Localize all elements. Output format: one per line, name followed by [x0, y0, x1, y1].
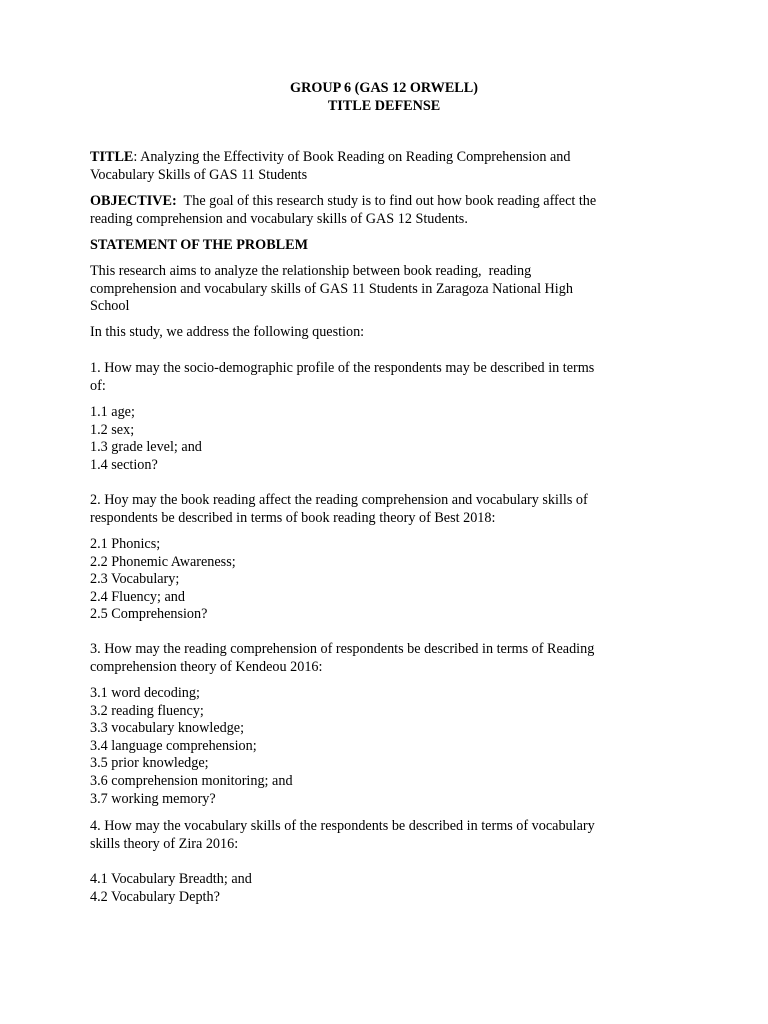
statement-intro	[90, 324, 690, 342]
question-1	[90, 360, 690, 395]
list-item: 1.1 age;	[90, 404, 135, 420]
question-3-line-1: 3. How may the reading comprehension of respondents be described in terms of Reading	[90, 641, 595, 657]
question-3-line-2: comprehension theory of Kendeou 2016:	[90, 658, 323, 675]
statement-line-3: School	[90, 298, 130, 315]
title-text-2: Vocabulary Skills of GAS 11 Students	[90, 166, 308, 183]
list-item: 4.1 Vocabulary Breadth; and	[90, 871, 252, 887]
title-defense-heading: TITLE DEFENSE	[327, 97, 441, 114]
list-item: 3.1 word decoding;	[90, 685, 200, 701]
list-item: 1.4 section?	[90, 456, 158, 473]
objective-section	[90, 193, 690, 228]
list-item: 2.5 Comprehension?	[90, 606, 208, 623]
list-item: 3.2 reading fluency;	[90, 702, 204, 719]
statement-line-1: This research aims to analyze the relationship between book reading, reading	[90, 263, 532, 279]
question-2	[90, 492, 690, 527]
statement-heading-text: STATEMENT OF THE PROBLEM	[90, 237, 308, 253]
statement-heading	[90, 237, 690, 255]
title-line-1	[90, 149, 690, 167]
question-2-line-1: 2. Hoy may the book reading affect the reading comprehension and vocabulary skills of	[90, 492, 588, 508]
list-item: 3.6 comprehension monitoring; and	[90, 772, 293, 789]
question-4	[90, 818, 690, 853]
list-item: 3.5 prior knowledge;	[90, 755, 209, 772]
list-item: 1.3 grade level; and	[90, 439, 202, 456]
question-1-line-1: 1. How may the socio-demographic profile of the respondents may be described in terms	[90, 360, 595, 376]
question-2-line-2: respondents be described in terms of book reading theory of Best 2018:	[90, 509, 496, 526]
objective-line-1	[90, 193, 690, 211]
list-item: 3.4 language comprehension;	[90, 737, 257, 754]
question-4-line-1: 4. How may the vocabulary skills of the respondents be described in terms of vocabulary	[90, 818, 595, 834]
title-label: TITLE	[90, 149, 134, 165]
question-3	[90, 641, 690, 676]
statement-intro-text: In this study, we address the following question:	[90, 324, 365, 340]
title-section	[90, 149, 690, 184]
objective-text-2: reading comprehension and vocabulary skills of GAS 12 Students.	[90, 210, 468, 227]
list-item: 1.2 sex;	[90, 421, 135, 438]
list-item: 2.4 Fluency; and	[90, 588, 185, 605]
list-item: 4.2 Vocabulary Depth?	[90, 888, 220, 905]
list-item: 3.7 working memory?	[90, 790, 216, 807]
objective-text-1: The goal of this research study is to find out how book reading affect the	[176, 193, 597, 209]
question-2-items	[90, 536, 690, 624]
question-4-items	[90, 871, 690, 906]
question-1-line-2: of:	[90, 377, 106, 394]
question-3-items	[90, 685, 690, 808]
list-item: 2.1 Phonics;	[90, 536, 161, 552]
question-1-items	[90, 404, 690, 474]
document-header	[0, 80, 768, 115]
objective-label: OBJECTIVE:	[90, 193, 177, 209]
title-text-1: : Analyzing the Effectivity of Book Reading on Reading Comprehension and	[133, 149, 571, 165]
question-4-line-2: skills theory of Zira 2016:	[90, 835, 239, 852]
group-heading: GROUP 6 (GAS 12 ORWELL)	[290, 80, 478, 96]
statement-line-2: comprehension and vocabulary skills of GAS 11 Students in Zaragoza National High	[90, 280, 573, 297]
list-item: 2.3 Vocabulary;	[90, 571, 180, 588]
list-item: 3.3 vocabulary knowledge;	[90, 720, 245, 737]
list-item: 2.2 Phonemic Awareness;	[90, 553, 236, 570]
statement-paragraph	[90, 263, 690, 316]
